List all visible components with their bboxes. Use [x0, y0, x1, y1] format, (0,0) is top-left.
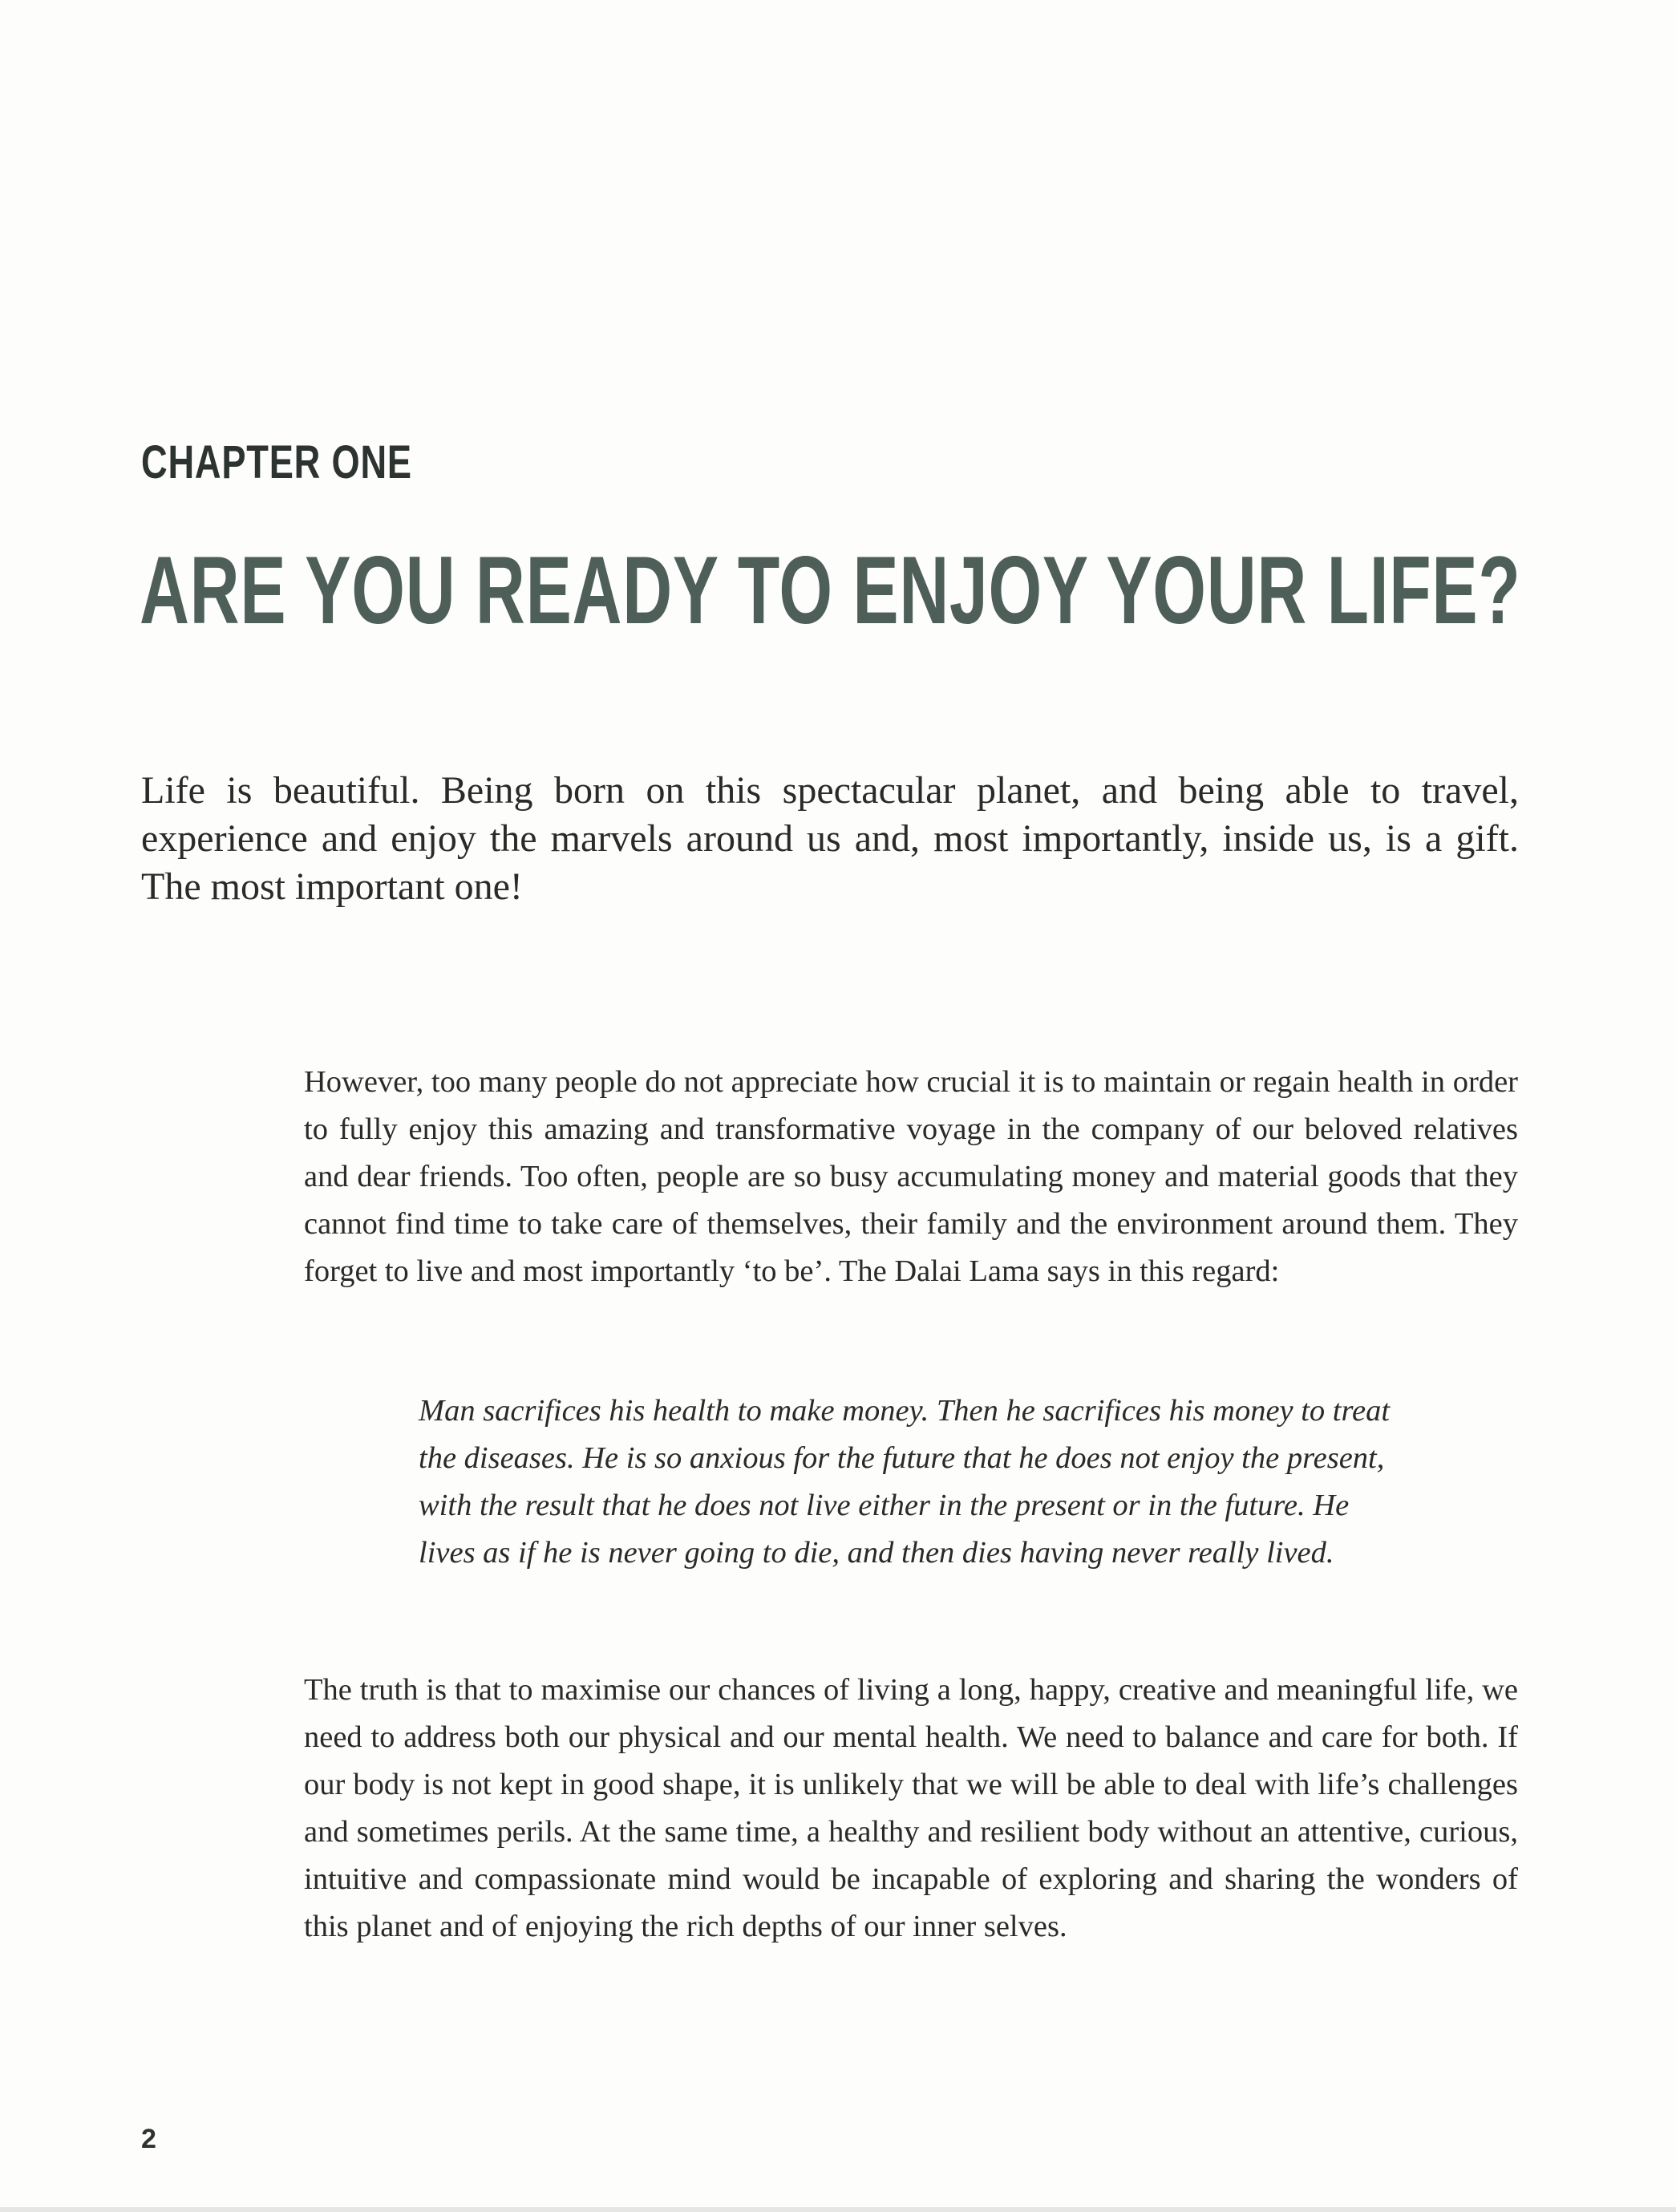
body-paragraph-2: The truth is that to maximise our chances of living a long, happy, creative and meaningful life, we need to address both our physical and our mental health. We need to balance and care for both. If our body is not kept in good shape, it is unlikely that we will be able to deal with life’s challenges and sometimes perils. At the same time, a healthy and resilient body without an attentive, curious, intuitive and compassionate mind would be incapable of exploring and sharing the wonders of this planet and of enjoying the rich depths of our inner selves.: [304, 1673, 1518, 1943]
scan-edge: [0, 2207, 1676, 2212]
lead-paragraph: Life is beautiful. Being born on this spectacular planet, and being able to travel, experience and enjoy the marvels around us and, most importantly, inside us, is a gift. The most important one!: [141, 769, 1519, 908]
body-paragraph-1: However, too many people do not appreciate how crucial it is to maintain or regain health in order to fully enjoy this amazing and transformative voyage in the company of our beloved relatives and dear friends. Too often, people are so busy accumulating money and material goods that they cannot find time to take care of themselves, their family and the environment around them. They forget to live and most importantly ‘to be’. The Dalai Lama says in this regard:: [304, 1065, 1518, 1288]
chapter-title: ARE YOU READY TO ENJOY YOUR LIFE?: [140, 537, 1521, 644]
page-number: 2: [141, 2124, 156, 2154]
block-quote: Man sacrifices his health to make money. Then he sacrifices his money to treat the diseases. He is so anxious for the future that he does not enjoy the present, with the result that he does not live either in the present or in the future. He lives as if he is never going to die, and then dies having never really lived.: [419, 1394, 1391, 1570]
chapter-label: CHAPTER ONE: [141, 436, 412, 488]
